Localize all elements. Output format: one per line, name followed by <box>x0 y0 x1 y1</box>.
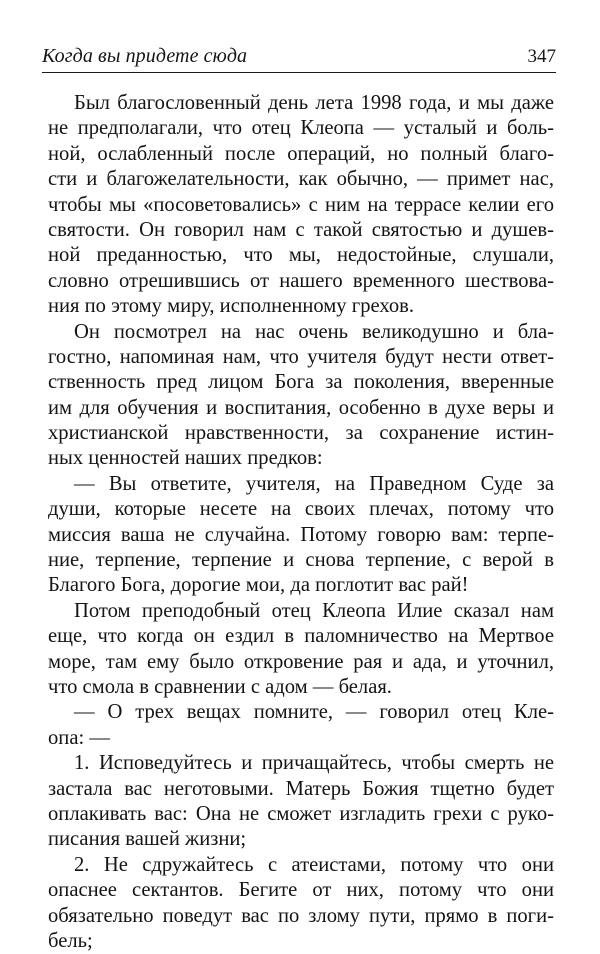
text-line: души, которые несете на своих плечах, потому что <box>48 498 554 521</box>
text-line: ной, ослабленный после операций, но полный благо- <box>48 142 554 165</box>
text-line: святости. Он говорил нам с такой святостью и душев- <box>48 218 554 241</box>
text-line: Он посмотрел на нас очень великодушно и бла- <box>74 320 554 343</box>
text-line: 2. Не сдружайтесь с атеистами, потому что они <box>74 853 554 876</box>
text-line: обязательно поведут вас по злому пути, прямо в поги- <box>48 904 554 927</box>
text-line: ния по этому миру, исполненному грехов. <box>48 295 415 318</box>
paragraph <box>48 700 554 751</box>
running-header <box>42 42 556 73</box>
text-line: сти и благожелательности, как обычно, — примет нас, <box>48 168 554 191</box>
text-line: Потом преподобный отец Клеопа Илие сказал нам <box>74 599 554 622</box>
text-line: — Вы ответите, учителя, на Праведном Суде за <box>74 472 554 495</box>
running-title: Когда вы придете сюда <box>42 45 248 67</box>
text-line: опа: — <box>48 726 110 749</box>
text-line: Благого Бога, дорогие мои, да поглотит вас рай! <box>48 574 469 597</box>
text-line: еще, что когда он ездил в паломничество на Мертвое <box>48 625 554 648</box>
text-line: миссия ваша не случайна. Потому говорю вам: терпе- <box>48 523 554 546</box>
text-line: Был благословенный день лета 1998 года, и мы даже <box>74 92 554 114</box>
paragraph <box>48 472 554 599</box>
text-line: словно отрешившись от нашего временного шествова- <box>48 269 554 292</box>
text-line: христианской нравственности, за сохранение истин- <box>48 422 554 445</box>
text-line: ных ценностей наших предков: <box>48 447 323 470</box>
text-line: писания вашей жизни; <box>48 828 247 851</box>
text-line: не предполагали, что отец Клеопа — усталый и боль- <box>48 117 554 140</box>
text-line: чтобы мы «посоветовались» с ним на террасе келии его <box>48 193 554 216</box>
page-number: 347 <box>527 46 556 67</box>
body-text <box>48 91 554 954</box>
text-line: ственность пред лицом Бога за поколения, вверенные <box>48 371 554 394</box>
text-line: застала вас неготовыми. Матерь Божия тщетно будет <box>48 777 554 800</box>
text-line: им для обучения и воспитания, особенно в духе веры и <box>48 396 554 419</box>
text-line: опаснее сектантов. Бегите от них, потому что они <box>48 879 554 902</box>
paragraph <box>48 91 554 320</box>
text-line: что смола в сравнении с адом — белая. <box>48 675 392 698</box>
paragraph <box>48 599 554 701</box>
paragraph <box>48 320 554 472</box>
text-line: 1. Исповедуйтесь и причащайтесь, чтобы смерть не <box>74 752 554 775</box>
text-line: — О трех вещах помните, — говорил отец Кле- <box>74 701 554 724</box>
paragraph <box>48 751 554 853</box>
text-line: оплакивать вас: Она не сможет изгладить грехи с руко- <box>48 802 554 825</box>
text-line: гостно, напоминая нам, что учителя будут нести ответ- <box>48 345 554 368</box>
text-line: море, там ему было откровение рая и ада, и уточнил, <box>48 650 554 673</box>
text-line: бель; <box>48 929 93 952</box>
paragraph <box>48 853 554 954</box>
text-line: ной преданностью, что мы, недостойные, слушали, <box>48 244 554 267</box>
text-line: ние, терпение, терпение и снова терпение, с верой в <box>48 549 554 572</box>
